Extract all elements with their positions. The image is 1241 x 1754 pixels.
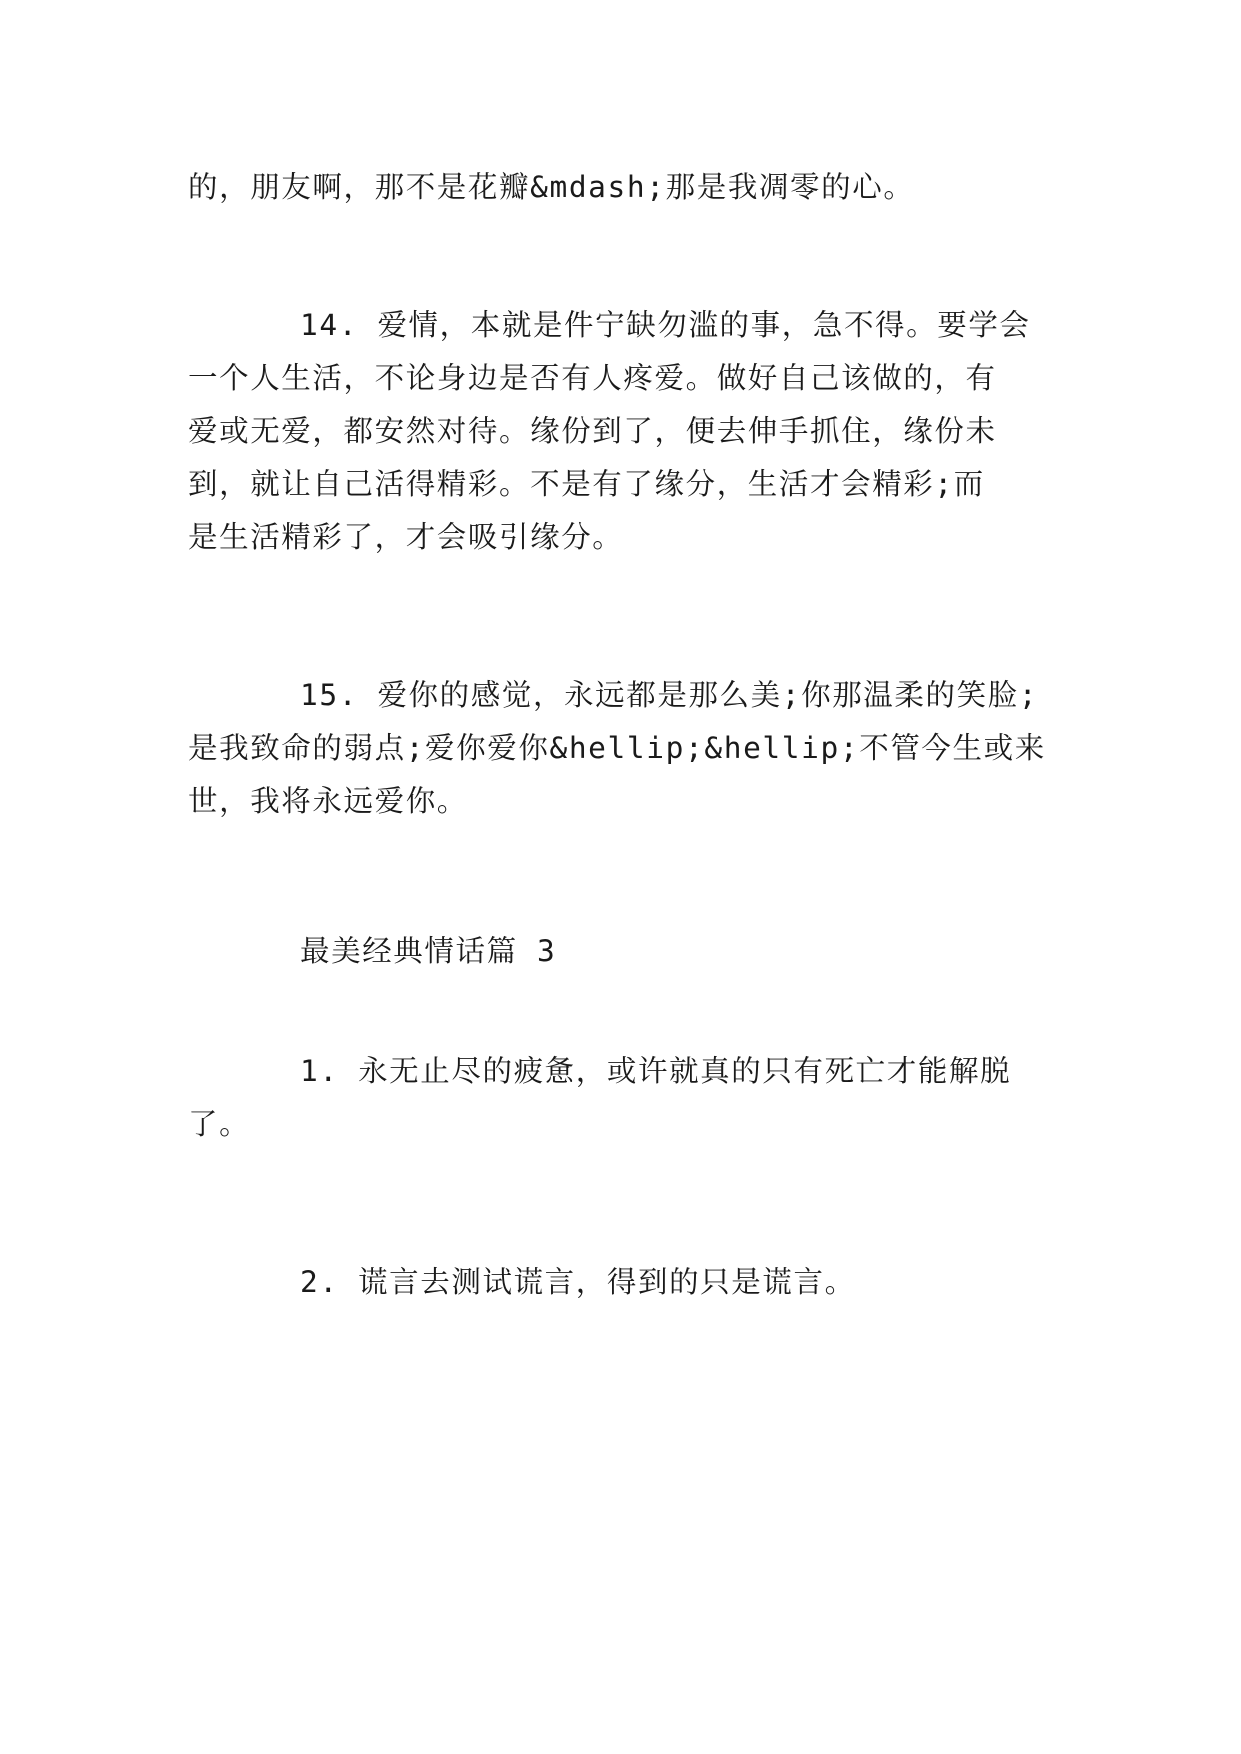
paragraph-line: 的，朋友啊，那不是花瓣&mdash;那是我凋零的心。 (188, 170, 915, 204)
paragraph-line: 是生活精彩了，才会吸引缘分。 (188, 520, 624, 554)
paragraph-line: 2. 谎言去测试谎言，得到的只是谎言。 (300, 1265, 856, 1299)
paragraph-line: 到，就让自己活得精彩。不是有了缘分，生活才会精彩;而 (188, 467, 985, 501)
paragraph-line: 了。 (188, 1107, 251, 1141)
paragraph-line: 1. 永无止尽的疲惫，或许就真的只有死亡才能解脱 (300, 1054, 1012, 1088)
paragraph-line: 世，我将永远爱你。 (188, 784, 468, 818)
paragraph-line: 爱或无爱，都安然对待。缘份到了，便去伸手抓住，缘份未 (188, 414, 997, 448)
paragraph-line: 一个人生活，不论身边是否有人疼爱。做好自己该做的，有 (188, 361, 997, 395)
section-heading: 最美经典情话篇 3 (300, 934, 557, 968)
paragraph-line: 15. 爱你的感觉，永远都是那么美;你那温柔的笑脸; (300, 678, 1039, 712)
paragraph-line: 是我致命的弱点;爱你爱你&hellip;&hellip;不管今生或来 (188, 731, 1046, 765)
paragraph-line: 14. 爱情，本就是件宁缺勿滥的事，急不得。要学会 (300, 308, 1031, 342)
